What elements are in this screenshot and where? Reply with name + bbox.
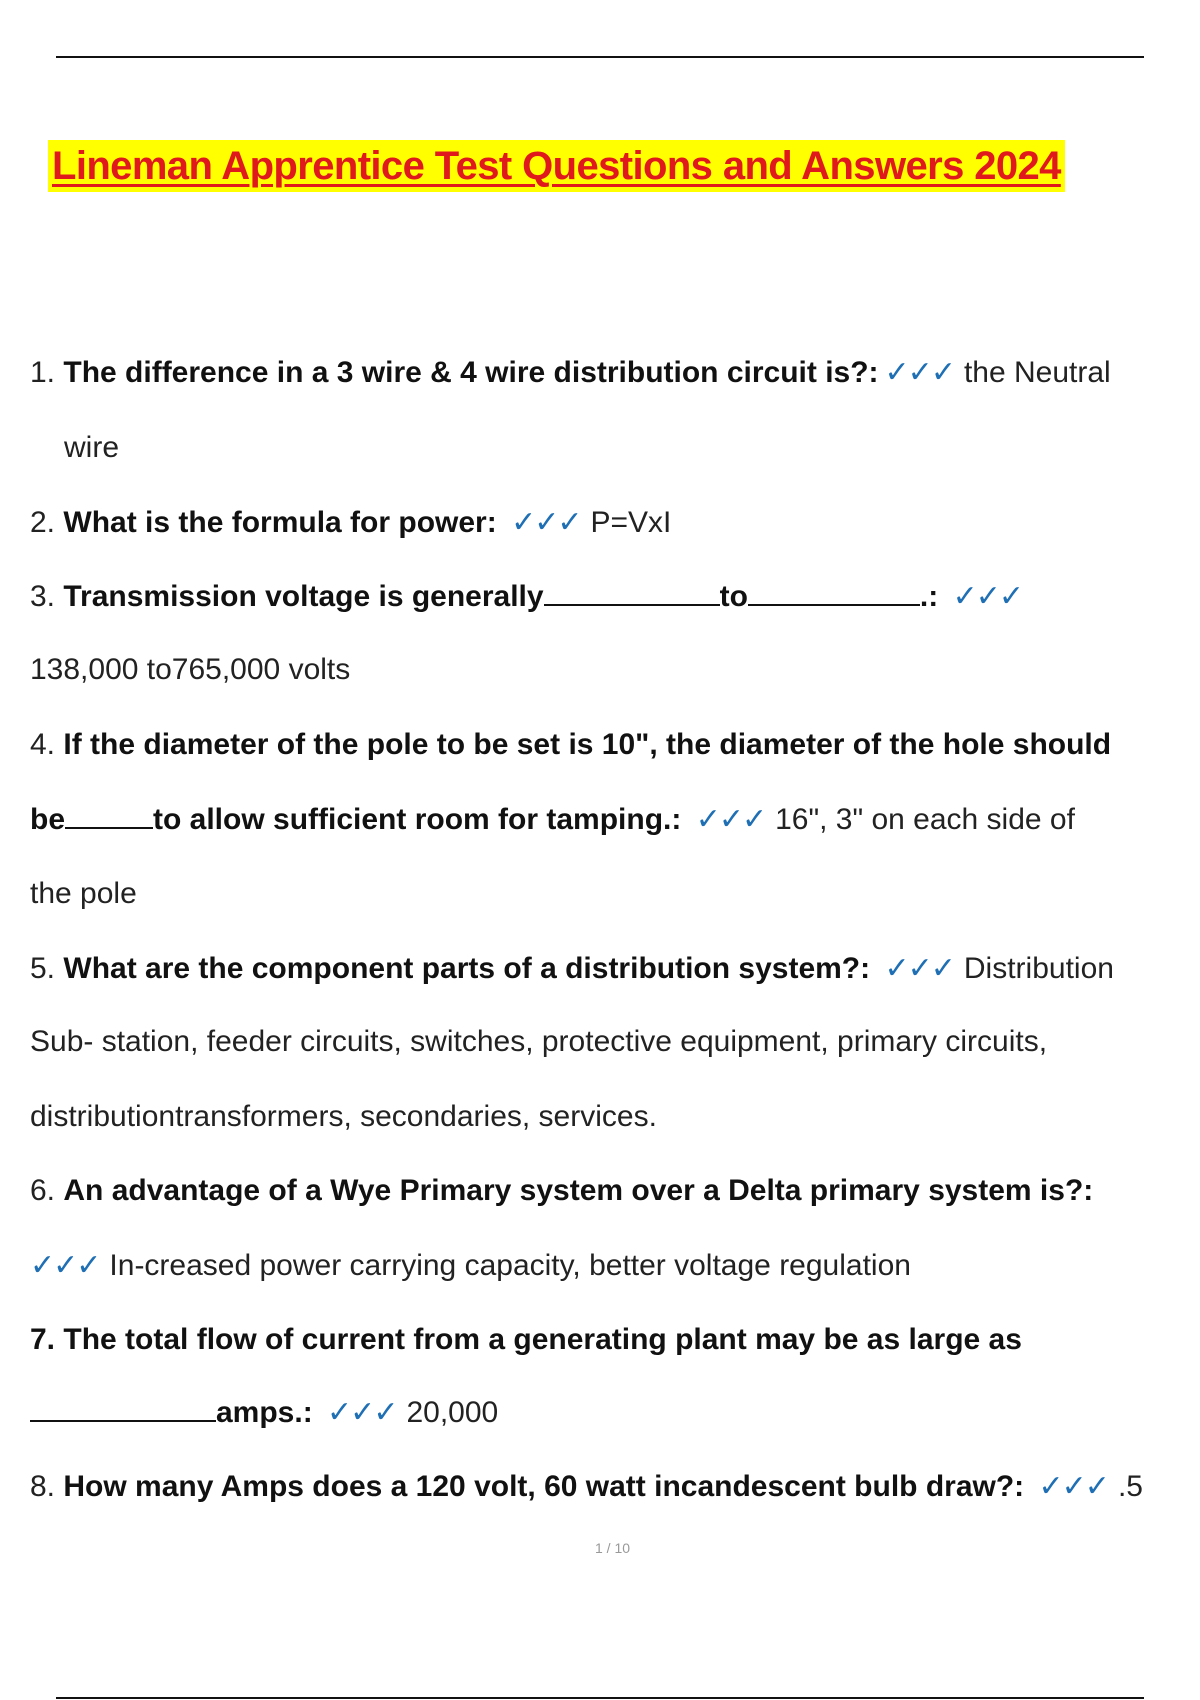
question-4-answer-cont — [30, 874, 137, 914]
answer-text: Sub- station, feeder circuits, switches, protective equipment, primary circuits, — [30, 1025, 1048, 1058]
question-number: 4. — [30, 728, 56, 761]
answer-text: the pole — [30, 877, 137, 910]
checkmark-icon: ✓✓✓ — [884, 356, 954, 389]
bottom-rule — [56, 1697, 1144, 1699]
checkmark-icon: ✓✓✓ — [511, 506, 581, 539]
question-4 — [30, 725, 1111, 765]
question-text: Transmission voltage is generally — [63, 580, 544, 613]
answer-text: the Neutral — [963, 356, 1111, 389]
question-3 — [30, 577, 1032, 617]
question-6 — [30, 1171, 1093, 1211]
question-text: An advantage of a Wye Primary system over a Delta primary system is?: — [63, 1174, 1094, 1207]
checkmark-icon: ✓✓✓ — [884, 952, 954, 985]
question-5-answer-cont — [30, 1097, 657, 1137]
title-highlight — [48, 140, 1065, 192]
question-3-answer — [30, 650, 350, 690]
question-text: How many Amps does a 120 volt, 60 watt incandescent bulb draw?: — [63, 1470, 1025, 1503]
question-7 — [30, 1320, 1022, 1360]
checkmark-icon: ✓✓✓ — [1038, 1470, 1108, 1503]
answer-text: wire — [64, 431, 120, 464]
question-2 — [30, 503, 671, 543]
answer-blank — [30, 1394, 216, 1422]
question-number: 2. — [30, 506, 56, 539]
answer-text: In-creased power carrying capacity, better voltage regulation — [109, 1249, 911, 1282]
question-text: The total flow of current from a generating plant may be as large as — [63, 1323, 1022, 1356]
answer-text: .5 — [1117, 1470, 1143, 1503]
page-title: Lineman Apprentice Test Questions and Answers 2024 — [52, 144, 1061, 188]
answer-text: P=VxI — [590, 506, 672, 539]
top-rule — [56, 56, 1144, 58]
answer-text: 138,000 to765,000 volts — [30, 653, 351, 686]
question-7-cont — [30, 1393, 498, 1433]
question-text: amps.: — [216, 1396, 313, 1429]
question-1-answer-cont — [64, 428, 119, 468]
question-4-cont — [30, 800, 1075, 840]
page-indicator: 1 / 10 — [594, 1540, 631, 1556]
question-text: If the diameter of the pole to be set is 10", the diameter of the hole should — [63, 728, 1112, 761]
question-6-answer — [30, 1246, 911, 1286]
question-number: 6. — [30, 1174, 56, 1207]
question-number: 1. — [30, 356, 56, 389]
question-text: What are the component parts of a distribution system?: — [63, 952, 871, 985]
answer-blank — [65, 801, 153, 829]
question-text: The difference in a 3 wire & 4 wire distribution circuit is?: — [63, 356, 879, 389]
question-number: 8. — [30, 1470, 56, 1503]
answer-blank — [748, 578, 920, 606]
question-number: 3. — [30, 580, 56, 613]
answer-text: distributiontransformers, secondaries, services. — [30, 1100, 657, 1133]
answer-text: Distribution — [963, 952, 1114, 985]
checkmark-icon: ✓✓✓ — [695, 803, 766, 836]
question-5-answer-cont — [30, 1022, 1047, 1062]
answer-text: 16", 3" on each side of — [775, 803, 1075, 836]
question-5 — [30, 949, 1114, 989]
question-text: be — [30, 803, 66, 836]
question-number: 5. — [30, 952, 56, 985]
question-text: to allow sufficient room for tamping.: — [153, 803, 682, 836]
question-8 — [30, 1467, 1143, 1507]
answer-text: 20,000 — [406, 1396, 499, 1429]
question-1 — [30, 353, 1111, 393]
checkmark-icon: ✓✓✓ — [327, 1396, 397, 1429]
question-text: What is the formula for power: — [63, 506, 497, 539]
checkmark-icon: ✓✓✓ — [952, 580, 1022, 613]
answer-blank — [544, 578, 720, 606]
checkmark-icon: ✓✓✓ — [30, 1249, 100, 1282]
question-text: .: — [919, 580, 939, 613]
question-number: 7. — [30, 1323, 56, 1356]
question-text: to — [719, 580, 748, 613]
